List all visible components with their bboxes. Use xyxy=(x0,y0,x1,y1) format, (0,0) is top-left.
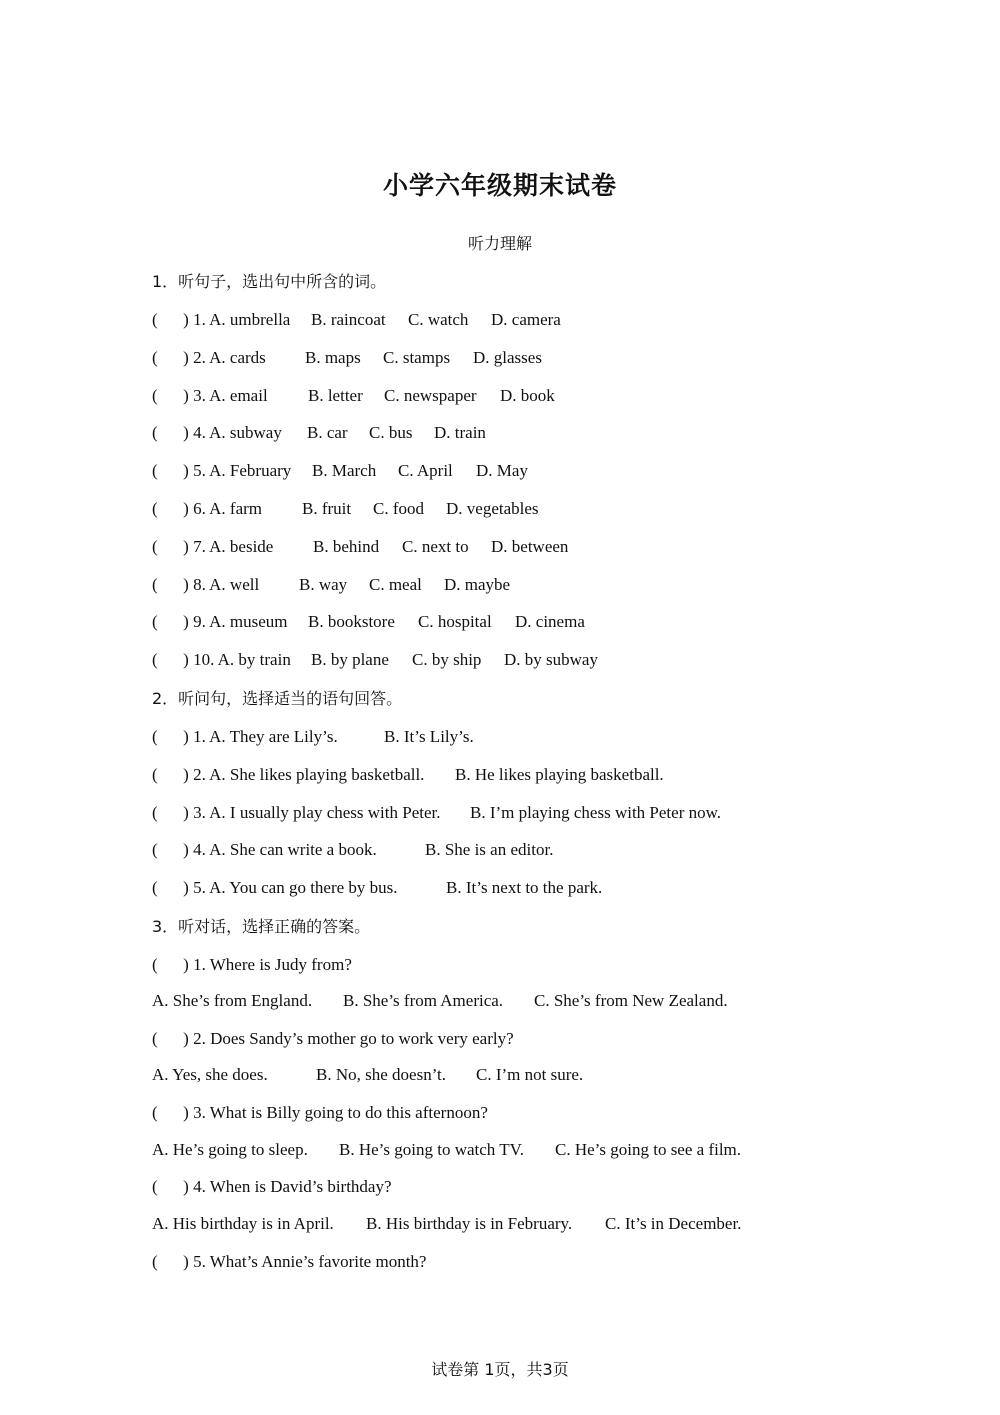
question-option-a: ( ) 1. A. They are Lily’s. xyxy=(152,727,338,746)
option-b: B. No, she doesn’t. xyxy=(316,1065,447,1084)
option-d: D. train xyxy=(434,423,486,442)
option-b: B. car xyxy=(307,423,348,442)
question-text: ( ) 5. What’s Annie’s favorite month? xyxy=(152,1252,427,1271)
option-c: C. meal xyxy=(369,575,422,594)
question-text: ( ) 2. Does Sandy’s mother go to work very early? xyxy=(152,1029,514,1048)
question-option-a: ( ) 5. A. You can go there by bus. xyxy=(152,878,398,897)
option-b: B. by plane xyxy=(311,650,389,669)
option-b: B. It’s next to the park. xyxy=(446,878,603,897)
option-d: D. vegetables xyxy=(446,499,539,518)
option-c: C. He’s going to see a film. xyxy=(555,1140,742,1159)
question-option-a: ( ) 2. A. She likes playing basketball. xyxy=(152,765,425,784)
question-option-a: ( ) 3. A. I usually play chess with Peter. xyxy=(152,803,441,822)
section-title: 听力理解 xyxy=(467,234,532,253)
option-d: D. maybe xyxy=(444,575,511,594)
option-c: C. stamps xyxy=(383,348,451,367)
question-option-a: ( ) 9. A. museum xyxy=(152,612,288,631)
option-b: B. His birthday is in February. xyxy=(366,1214,573,1233)
option-c: C. She’s from New Zealand. xyxy=(534,991,728,1010)
option-a: A. She’s from England. xyxy=(152,991,313,1010)
option-b: B. behind xyxy=(313,537,380,556)
question-option-a: ( ) 10. A. by train xyxy=(152,650,291,669)
question-option-a: ( ) 7. A. beside xyxy=(152,537,274,556)
part3-heading: 3．听对话，选择正确的答案。 xyxy=(152,917,371,936)
option-a: A. Yes, she does. xyxy=(152,1065,268,1084)
option-c: C. hospital xyxy=(418,612,492,631)
page-footer: 试卷第 1页，共3页 xyxy=(431,1360,569,1379)
option-c: C. April xyxy=(398,461,453,480)
option-b: B. I’m playing chess with Peter now. xyxy=(470,803,722,822)
option-b: B. maps xyxy=(305,348,361,367)
option-c: C. bus xyxy=(369,423,413,442)
question-option-a: ( ) 1. A. umbrella xyxy=(152,310,291,329)
question-option-a: ( ) 4. A. subway xyxy=(152,423,282,442)
question-text: ( ) 3. What is Billy going to do this afternoon? xyxy=(152,1103,488,1122)
option-b: B. letter xyxy=(308,386,363,405)
option-c: C. by ship xyxy=(412,650,482,669)
question-option-a: ( ) 3. A. email xyxy=(152,386,268,405)
option-b: B. It’s Lily’s. xyxy=(384,727,474,746)
option-d: D. camera xyxy=(491,310,561,329)
option-c: C. newspaper xyxy=(384,386,477,405)
question-option-a: ( ) 2. A. cards xyxy=(152,348,266,367)
option-b: B. bookstore xyxy=(308,612,395,631)
option-b: B. fruit xyxy=(302,499,352,518)
option-c: C. food xyxy=(373,499,424,518)
question-option-a: ( ) 4. A. She can write a book. xyxy=(152,840,377,859)
option-d: D. glasses xyxy=(473,348,542,367)
option-d: D. May xyxy=(476,461,528,480)
question-option-a: ( ) 6. A. farm xyxy=(152,499,263,518)
question-option-a: ( ) 5. A. February xyxy=(152,461,292,480)
option-a: A. He’s going to sleep. xyxy=(152,1140,308,1159)
question-text: ( ) 1. Where is Judy from? xyxy=(152,955,352,974)
option-b: B. He likes playing basketball. xyxy=(455,765,664,784)
exam-title: 小学六年级期末试卷 xyxy=(382,171,617,200)
option-d: D. cinema xyxy=(515,612,585,631)
option-d: D. by subway xyxy=(504,650,598,669)
option-b: B. He’s going to watch TV. xyxy=(339,1140,524,1159)
option-d: D. between xyxy=(491,537,569,556)
option-c: C. watch xyxy=(408,310,469,329)
part2-heading: 2．听问句，选择适当的语句回答。 xyxy=(152,689,403,708)
option-c: C. It’s in December. xyxy=(605,1214,742,1233)
option-b: B. March xyxy=(312,461,377,480)
option-b: B. raincoat xyxy=(311,310,386,329)
option-d: D. book xyxy=(500,386,555,405)
option-b: B. way xyxy=(299,575,348,594)
option-c: C. next to xyxy=(402,537,469,556)
question-option-a: ( ) 8. A. well xyxy=(152,575,260,594)
option-b: B. She is an editor. xyxy=(425,840,554,859)
question-text: ( ) 4. When is David’s birthday? xyxy=(152,1177,392,1196)
part1-heading: 1．听句子，选出句中所含的词。 xyxy=(152,272,387,291)
option-a: A. His birthday is in April. xyxy=(152,1214,334,1233)
option-c: C. I’m not sure. xyxy=(476,1065,584,1084)
option-b: B. She’s from America. xyxy=(343,991,504,1010)
